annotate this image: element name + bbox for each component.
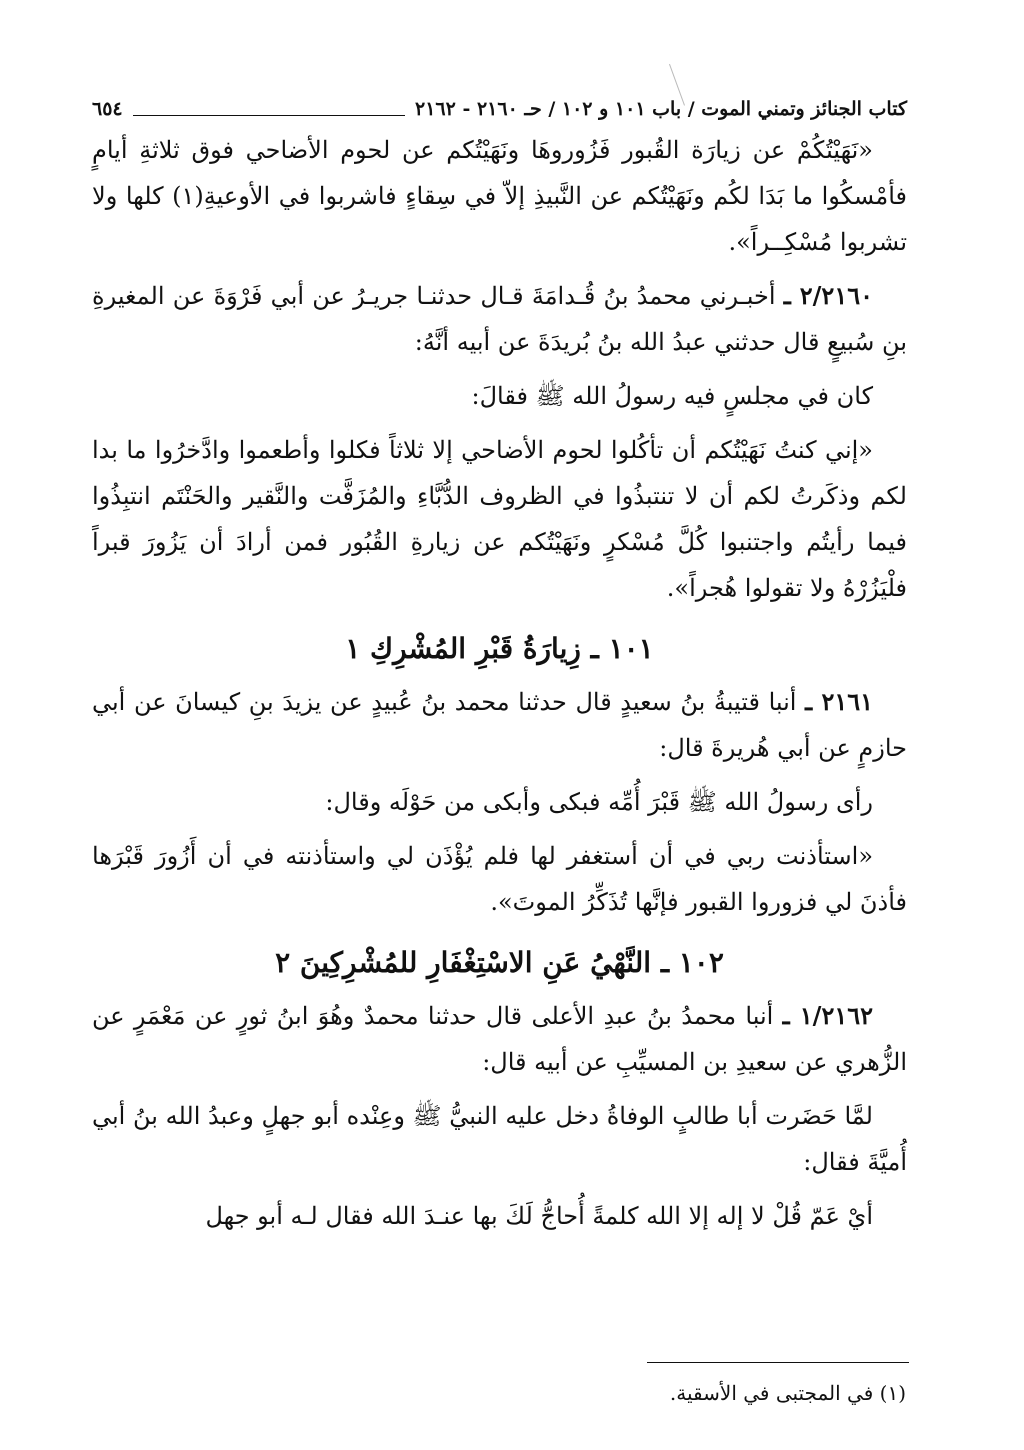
- hadith-2162-isnad: [92, 993, 907, 1085]
- hadith-2160-isnad: [92, 273, 907, 365]
- hadith-2160-intro: كان في مجلسٍ فيه رسولُ الله ﷺ فقالَ:: [471, 382, 873, 410]
- isnad-text: أخبـرني محمدُ بنُ قُـدامَةَ قـال حدثنـا جريـرُ عن أبي فَرْوَةَ عن المغيرةِ بنِ سُبيعٍ قال حدثني عبدُ الله بنُ بُريدَةَ عن أبيه أنَّهُ:: [92, 282, 907, 356]
- hadith-2162-matn: أيْ عَمّ قُلْ لا إله إلا الله كلمةً أُحاجُّ لَكَ بها عنـدَ الله فقال لـه أبو جهل: [205, 1202, 873, 1230]
- hadith-number: ٢/٢١٦٠ ـ: [783, 281, 873, 310]
- chapter-heading-102: ١٠٢ ـ النَّهْيُ عَنِ الاسْتِغْفَارِ للمُشْرِكِينَ ٢: [275, 946, 724, 979]
- page-body: [92, 95, 907, 1239]
- isnad-text: أنبا محمدُ بنُ عبدِ الأعلى قال حدثنا محمدٌ وهُوَ ابنُ ثورٍ عن مَعْمَرٍ عن الزُّهري عن سعيدِ بن المسيِّبِ عن أبيه قال:: [92, 1002, 907, 1076]
- hadith-2161-matn: «استأذنت ربي في أن أستغفر لها فلم يُؤْذَن لي واستأذنته في أن أَزُورَ قَبْرَها فأذنَ لي فزوروا القبور فإنَّها تُذَكِّرُ الموتَ».: [92, 842, 907, 916]
- isnad-text: أنبا قتيبةُ بنُ سعيدٍ قال حدثنا محمد بنُ عُبيدٍ عن يزيدَ بنِ كيسانَ عن أبي حازمٍ عن أبي هُريرةَ قال:: [92, 688, 907, 762]
- running-header: [92, 95, 907, 123]
- page-number: ٦٥٤: [92, 98, 123, 120]
- chapter-heading-101: ١٠١ ـ زِيارَةُ قَبْرِ المُشْرِكِ ١: [345, 632, 654, 665]
- header-title: كتاب الجنائز وتمني الموت / باب ١٠١ و ١٠٢ / حـ ٢١٦٠ - ٢١٦٢: [415, 98, 907, 120]
- hadith-2160-matn: «إني كنتُ نَهَيْتُكم أن تأكُلوا لحوم الأضاحي إلا ثلاثاً فكلوا وأطعموا وادَّخرُوا ما بدا لكم وذكَرتُ لكم أن لا تنتبذُوا في الظروف الدُّبَّاءِ والمُزَفَّت والنَّقير والحَنْتَم انتبِذُوا فيما رأيتُم واجتنبوا كُلَّ مُسْكرٍ ونَهَيْتُكم عن زيارةِ القُبُور فمن أرادَ أن يَزُورَ قبراً فلْيَزُرْهُ ولا تقولوا هُجراً».: [92, 436, 907, 602]
- hadith-2161-intro: رأى رسولُ الله ﷺ قَبْرَ أُمِّه فبكى وأبكى من حَوْلَه وقال:: [325, 788, 873, 816]
- footnote-separator: [647, 1362, 909, 1363]
- hadith-2162-intro: لمَّا حَضَرت أبا طالبٍ الوفاةُ دخل عليه النبيُّ ﷺ وعِنْده أبو جهلٍ وعبدُ الله بنُ أبي أُميَّةَ فقال:: [92, 1102, 907, 1176]
- hadith-number: ٢١٦١ ـ: [805, 687, 873, 716]
- footnote: (١) في المجتبى في الأسقية.: [669, 1381, 906, 1405]
- hadith-2161-isnad: [92, 679, 907, 771]
- hadith-number: ١/٢١٦٢ ـ: [782, 1001, 873, 1030]
- hadith-continuation: «نَهَيْتُكُمْ عن زيارَة القُبور فَزُوروهَا ونَهَيْتُكم عن لحوم الأضاحي فوق ثلاثةِ أيامٍ فأمْسكُوا ما بَدَا لكُم ونَهَيْتُكم عن النَّبيذِ إلاّ في سِقاءٍ فاشربوا في الأوعيةِ(١) كلها ولا تشربوا مُسْكِــراً».: [92, 136, 907, 256]
- header-rule: [133, 115, 405, 116]
